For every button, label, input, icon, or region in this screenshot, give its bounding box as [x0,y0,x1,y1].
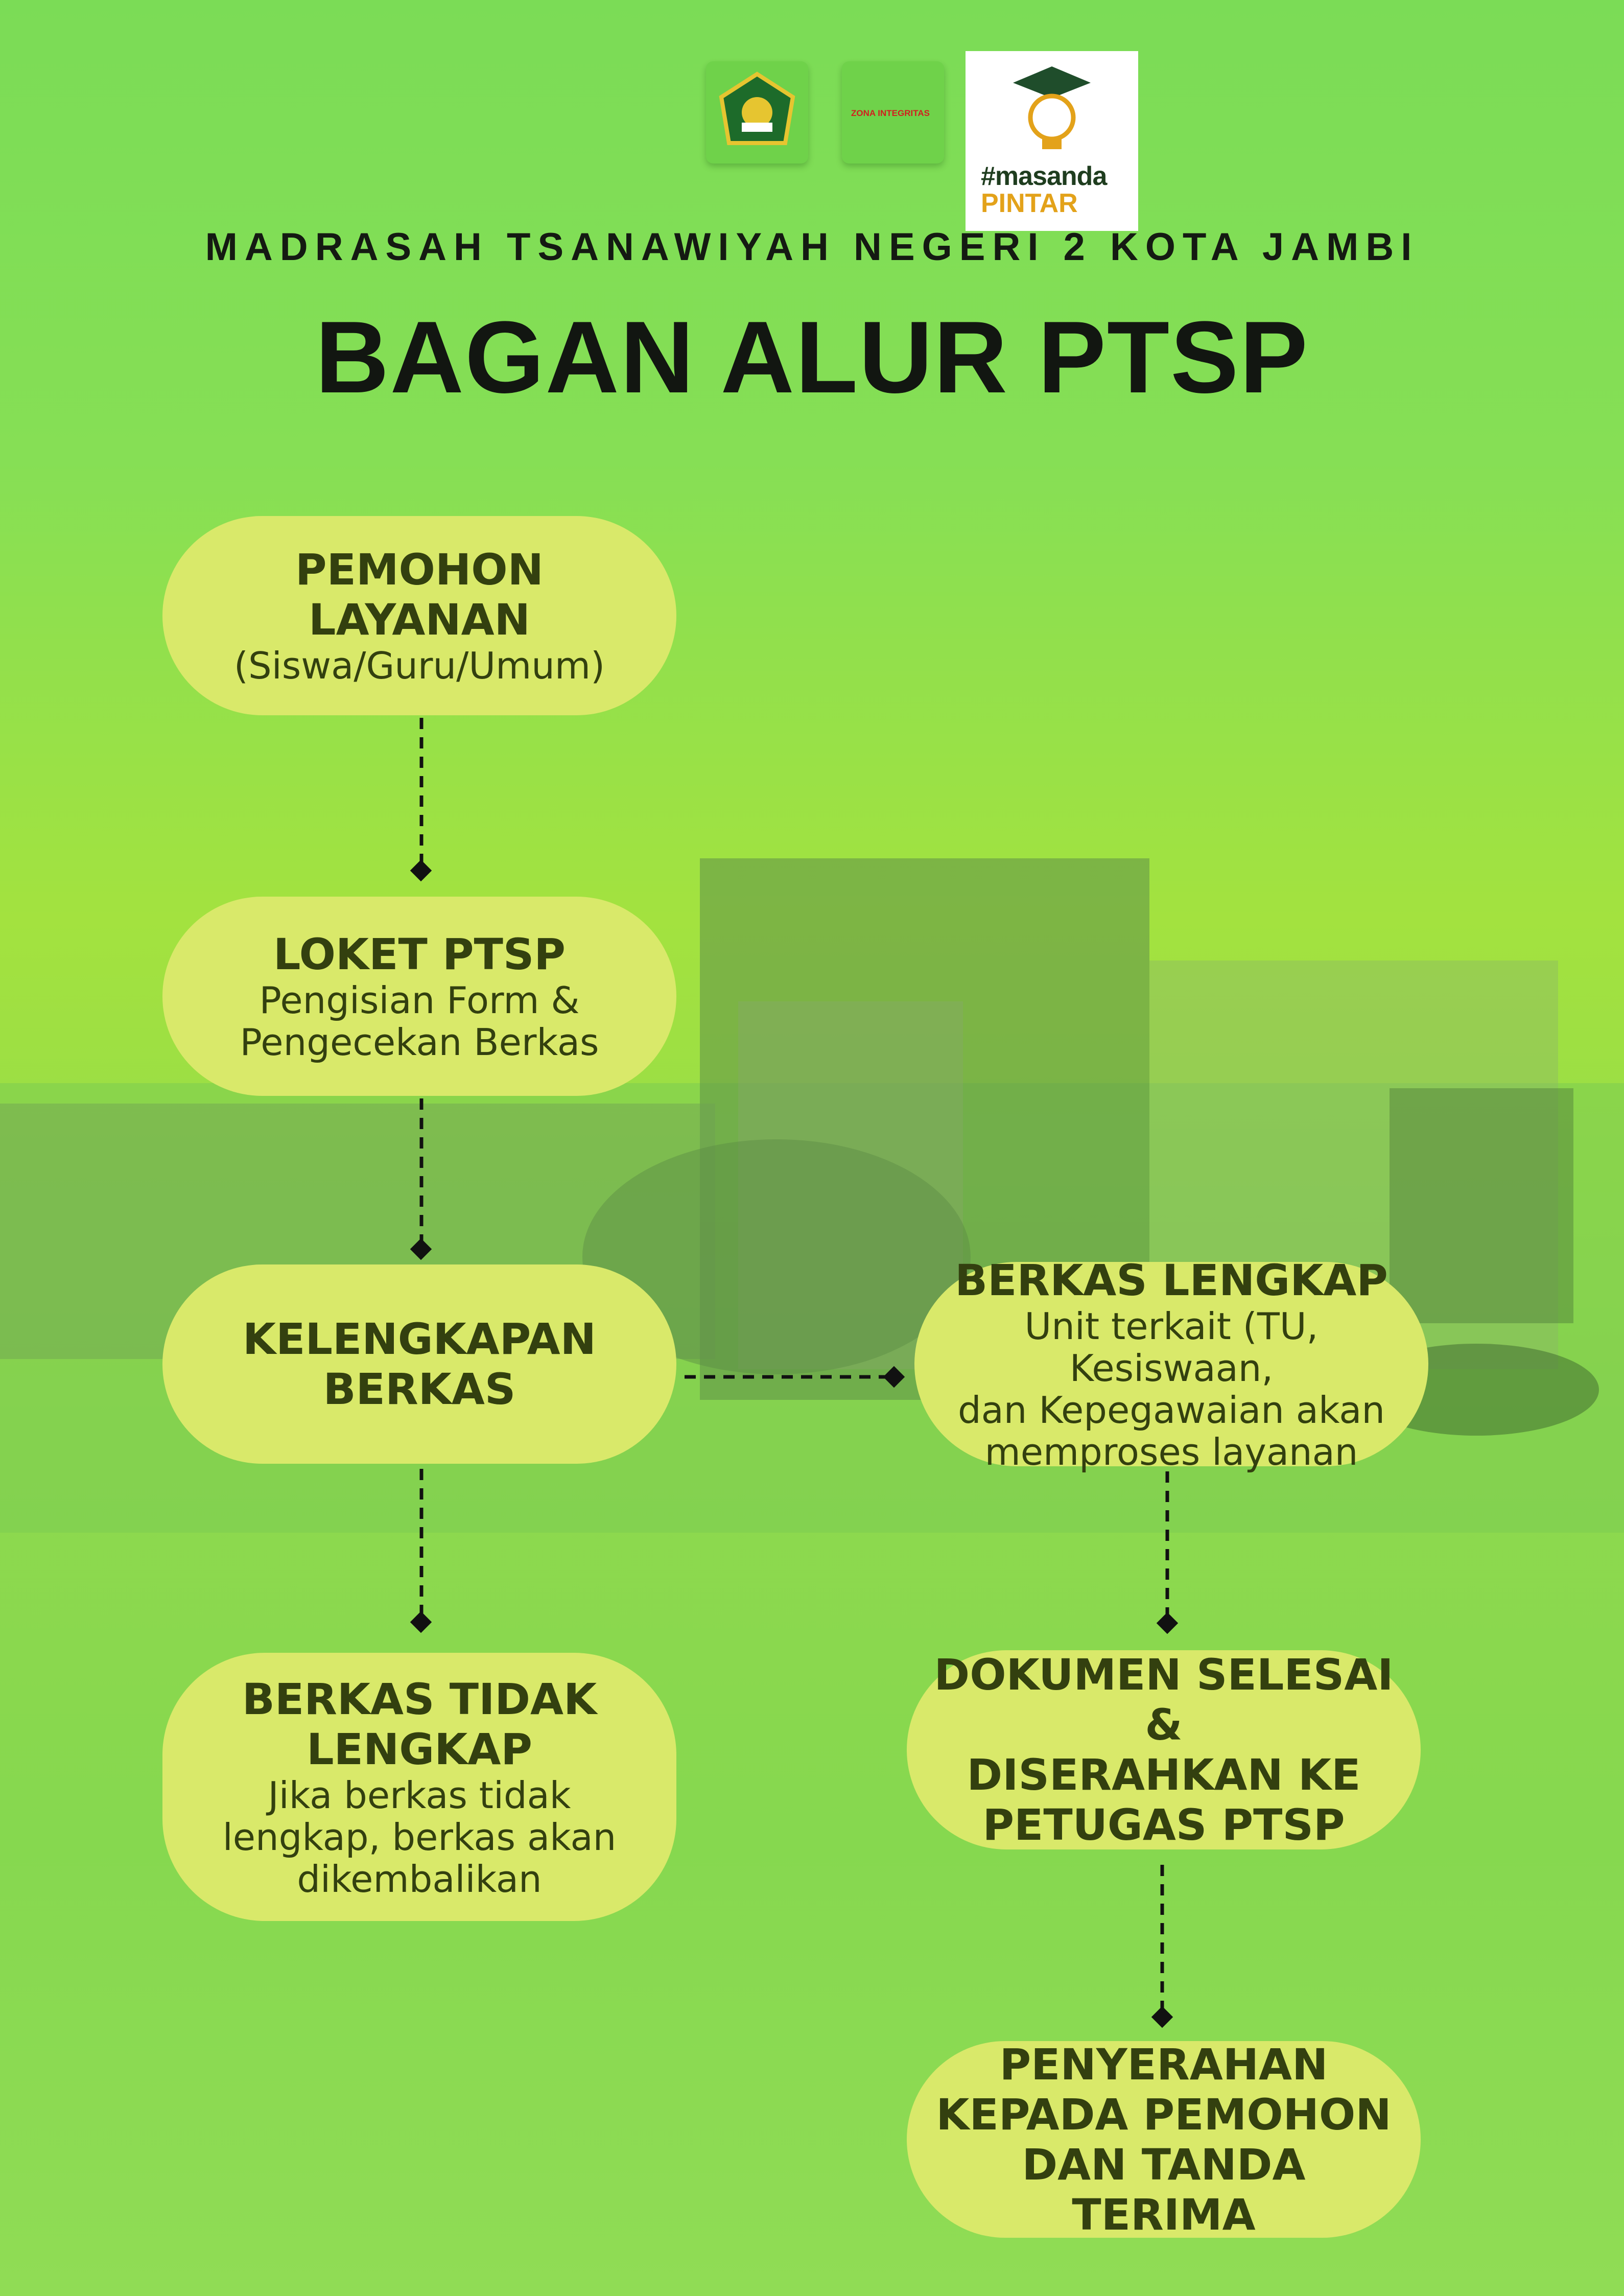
node-dokumen-selesai [907,1650,1421,1849]
node-title: LOKET PTSP [273,929,566,979]
school-name: MADRASAH TSANAWIYAH NEGERI 2 KOTA JAMBI [205,225,1419,269]
node-pemohon-layanan [162,516,676,715]
pintar-text: PINTAR [981,189,1078,218]
node-penyerahan [907,2041,1421,2238]
node-title: DOKUMEN SELESAI & DISERAHKAN KE PETUGAS PTSP [934,1650,1394,1850]
node-loket-ptsp [162,897,676,1096]
zona-integritas-text: ZONA INTEGRITAS [851,108,930,118]
node-title: BERKAS LENGKAP [955,1255,1388,1305]
node-title: BERKAS TIDAK LENGKAP [242,1674,597,1774]
node-title: PEMOHON LAYANAN [295,545,544,645]
arrow-diamond-4 [883,1366,905,1388]
node-title: PENYERAHAN KEPADA PEMOHON DAN TANDA TERIMA [936,2039,1392,2240]
arrow-diamond-1 [410,860,432,881]
arrow-diamond-2 [410,1238,432,1260]
node-desc: Jika berkas tidak lengkap, berkas akan dikembalikan [222,1773,617,1901]
arrow-diamond-3 [410,1611,432,1633]
arrow-diamond-5 [1157,1612,1178,1634]
node-desc: (Siswa/Guru/Umum) [233,644,605,687]
arrow-diamond-6 [1151,2006,1173,2028]
page-title: BAGAN ALUR PTSP [315,300,1309,414]
node-title: KELENGKAPAN BERKAS [243,1314,596,1414]
node-desc: Pengisian Form & Pengecekan Berkas [240,979,599,1064]
node-berkas-tidak-lengkap [162,1653,676,1921]
node-berkas-lengkap [914,1255,1428,1473]
node-desc: Unit terkait (TU, Kesiswaan, dan Kepegawaian akan memproses layanan [957,1305,1385,1473]
masanda-text: #masanda [981,161,1107,191]
node-kelengkapan-berkas [162,1264,676,1464]
